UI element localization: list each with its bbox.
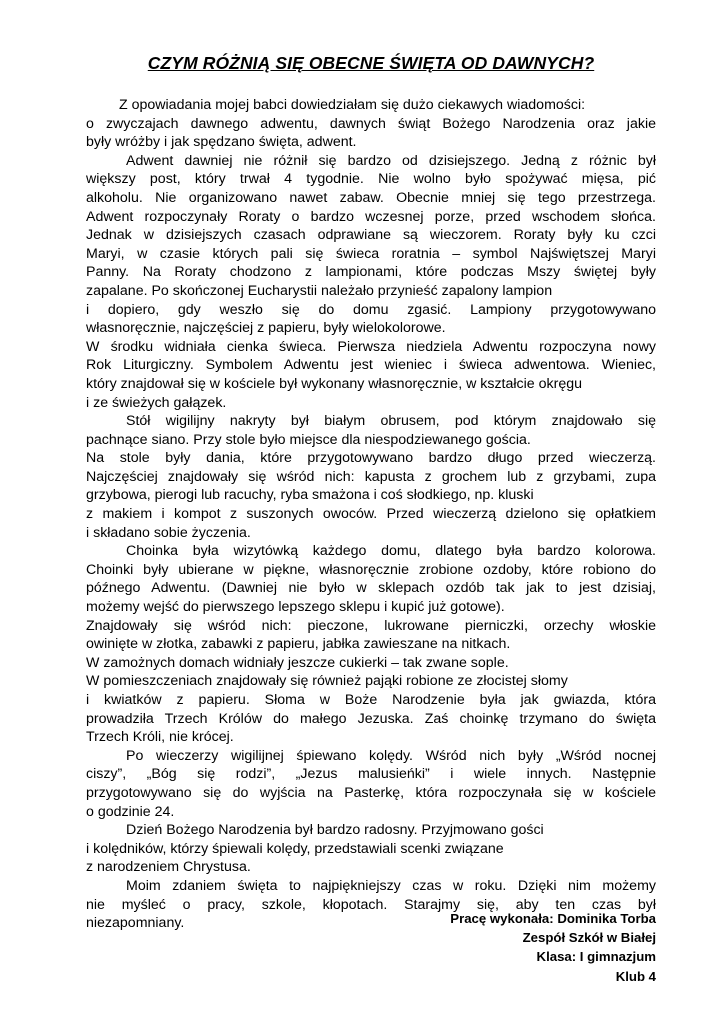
text-line: i kolędników, którzy śpiewali kolędy, przedstawiali scenki związane — [86, 840, 504, 857]
author-signature — [450, 909, 656, 986]
text-line: Moim zdaniem święta to najpiękniejszy czas w roku. Dzięki nim możemy — [126, 877, 656, 894]
text-line: zapalane. Po skończonej Eucharystii należało przynieść zapalony lampion — [86, 282, 553, 299]
text-line: Rok Liturgiczny. Symbolem Adwentu jest wieniec i świeca adwentowa. Wieniec, — [86, 357, 656, 374]
text-line: możemy wejść do pierwszego lepszego sklepu i kupić już gotowe). — [86, 599, 505, 616]
text-line: Adwent dawniej nie różnił się bardzo od dzisiejszego. Jedną z różnic był — [126, 152, 656, 169]
text-line: W zamożnych domach widniały jeszcze cukierki – tak zwane sople. — [86, 654, 509, 671]
text-line: Najczęściej znajdowały się wśród nich: kapusta z grochem lub z grzybami, zupa — [86, 468, 656, 485]
text-line: Adwent rozpoczynały Roraty o bardzo wczesnej porze, przed wschodem słońca. — [86, 208, 656, 225]
text-line: Na stole były dania, które przygotowywano bardzo długo przed wieczerzą. — [86, 450, 656, 467]
text-line: prowadziła Trzech Królów do małego Jezuska. Zaś choinkę trzymano do święta — [86, 710, 656, 727]
text-line: własnoręcznie, najczęściej z papieru, były wielokolorowe. — [86, 320, 446, 337]
text-line: z narodzeniem Chrystusa. — [86, 859, 251, 876]
text-line: alkoholu. Nie organizowano nawet zabaw. Obecnie mniej się tego przestrzega. — [86, 189, 656, 206]
text-line: owinięte w złotka, zabawki z papieru, jabłka zawieszane na nitkach. — [86, 636, 511, 653]
text-line: o godzinie 24. — [86, 803, 175, 820]
club-line: Klub 4 — [615, 968, 656, 984]
text-line: Maryi, w czasie których pali się świeca roratnia – symbol Najświętszej Maryi — [86, 245, 656, 262]
text-line: o zwyczajach dawnego adwentu, dawnych świąt Bożego Narodzenia oraz jakie — [86, 115, 656, 132]
text-line: i kwiatków z papieru. Słoma w Boże Narodzenie była jak gwiazda, która — [86, 692, 656, 708]
text-line: i składano sobie życzenia. — [86, 524, 251, 541]
text-line: większy post, który trwał 4 tygodnie. Nie wolno było spożywać mięsa, pić — [86, 171, 656, 188]
text-line: przygotowywano się do wyjścia na Pasterkę, która rozpoczynała się w kościele — [86, 784, 656, 801]
text-line: i ze świeżych gałązek. — [86, 394, 227, 411]
text-line: Jednak w dzisiejszych czasach odprawiane są wieczorem. Roraty były ku czci — [86, 227, 656, 244]
text-line: W pomieszczeniach znajdowały się również pająki robione ze złocistej słomy — [86, 673, 568, 690]
text-line: Z opowiadania mojej babci dowiedziałam się dużo ciekawych wiadomości: — [119, 97, 586, 113]
document-title: CZYM RÓŻNIĄ SIĘ OBECNE ŚWIĘTA OD DAWNYCH? — [147, 53, 595, 73]
school-line: Zespół Szkół w Białej — [522, 930, 656, 946]
text-line: Choinka była wizytówką każdego domu, dlatego była bardzo kolorowa. — [126, 543, 656, 560]
text-line: Po wieczerzy wigilijnej śpiewano kolędy. Wśród nich były „Wśród nocnej — [126, 747, 656, 764]
text-line: Dzień Bożego Narodzenia był bardzo radosny. Przyjmowano gości — [126, 822, 544, 839]
text-line: późnego Adwentu. (Dawniej nie było w sklepach ozdób tak jak to jest dzisiaj, — [86, 580, 656, 597]
text-line: ciszy”, „Bóg się rodzi”, „Jezus malusieńki” i wiele innych. Następnie — [86, 766, 656, 783]
class-line: Klasa: I gimnazjum — [536, 949, 656, 965]
text-line: Stół wigilijny nakryty był białym obrusem, pod którym znajdowało się — [126, 413, 656, 430]
text-line: niezapomniany. — [86, 915, 185, 932]
document-body — [86, 96, 656, 933]
text-line: Trzech Króli, nie krócej. — [86, 729, 234, 746]
document-page — [86, 52, 656, 933]
text-line: były wróżby i jak spędzano święta, adwent. — [86, 134, 357, 151]
text-line: z makiem i kompot z suszonych owoców. Przed wieczerzą dzielono się opłatkiem — [86, 506, 656, 523]
text-line: pachnące siano. Przy stole było miejsce dla niespodziewanego gościa. — [86, 431, 531, 448]
text-line: nie myśleć o pracy, szkole, kłopotach. Starajmy się, aby ten czas był — [86, 896, 656, 913]
text-line: i dopiero, gdy weszło się do domu zgasić. Lampiony przygotowywano — [86, 301, 656, 318]
text-line: grzybowa, pierogi lub racuchy, ryba smażona i coś słodkiego, np. kluski — [86, 487, 534, 504]
text-line: który znajdował się w kościele był wykonany własnoręcznie, w kształcie okręgu — [86, 375, 582, 392]
text-line: Znajdowały się wśród nich: pieczone, lukrowane pierniczki, orzechy włoskie — [86, 617, 656, 634]
text-line: Choinki były ubierane w piękne, własnoręcznie zrobione ozdoby, które robiono do — [86, 561, 656, 578]
text-line: W środku widniała cienka świeca. Pierwsza niedziela Adwentu rozpoczyna nowy — [86, 338, 656, 355]
author-line: Pracę wykonała: Dominika Torba — [450, 911, 656, 926]
text-line: Panny. Na Roraty chodzono z lampionami, które podczas Mszy świętej były — [86, 264, 656, 281]
